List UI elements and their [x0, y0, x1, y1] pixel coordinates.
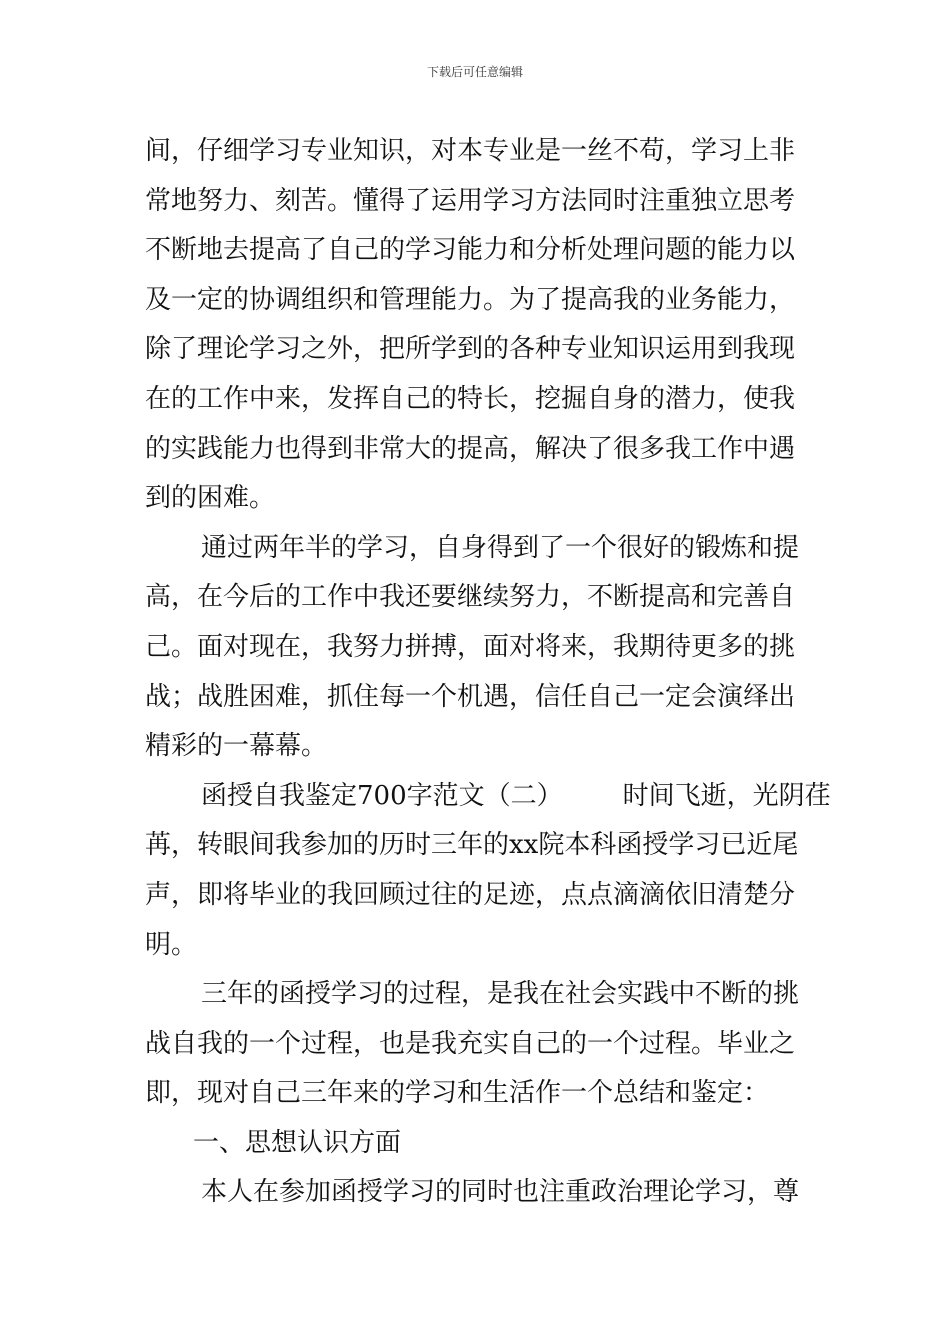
text-line: 在的工作中来，发挥自己的特长，挖掘自身的潜力，使我	[145, 383, 796, 414]
text-line: 及一定的协调组织和管理能力。为了提高我的业务能力，	[145, 284, 796, 315]
section-heading: 函授自我鉴定700字范文（二）	[201, 780, 563, 811]
text-segment: 时间飞逝，光阴荏	[622, 780, 831, 811]
page-header: 下载后可任意编辑	[426, 65, 523, 79]
text-line: 精彩的一幕幕。	[145, 731, 328, 762]
text-line: 的实践能力也得到非常大的提高，解决了很多我工作中遇	[145, 433, 796, 464]
text-line: 间，仔细学习专业知识，对本专业是一丝不苟，学习上非	[145, 136, 796, 166]
paragraph-start	[145, 772, 831, 822]
subsection-heading: 一、思想认识方面	[193, 1127, 402, 1158]
paragraph-start: 通过两年半的学习，自身得到了一个很好的锻炼和提	[201, 532, 800, 563]
text-line: 到的困难。	[145, 483, 276, 514]
text-line: 苒，转眼间我参加的历时三年的xx院本科函授学习已近尾	[145, 830, 799, 861]
text-line: 高，在今后的工作中我还要继续努力，不断提高和完善自	[145, 582, 796, 613]
text-line: 己。面对现在，我努力拼搏，面对将来，我期待更多的挑	[145, 631, 796, 662]
text-line: 除了理论学习之外，把所学到的各种专业知识运用到我现	[145, 334, 796, 365]
text-line: 声，即将毕业的我回顾过往的足迹，点点滴滴依旧清楚分	[145, 879, 796, 910]
text-line: 不断地去提高了自己的学习能力和分析处理问题的能力以	[145, 235, 796, 266]
text-line: 明。	[145, 929, 198, 960]
document-body	[145, 127, 831, 1218]
text-line: 战自我的一个过程，也是我充实自己的一个过程。毕业之	[145, 1028, 796, 1059]
text-line: 战；战胜困难，抓住每一个机遇，信任自己一定会演绎出	[145, 681, 796, 712]
paragraph-start: 三年的函授学习的过程，是我在社会实践中不断的挑	[201, 979, 800, 1010]
text-line: 即，现对自己三年来的学习和生活作一个总结和鉴定：	[145, 1078, 770, 1109]
text-line: 常地努力、刻苦。懂得了运用学习方法同时注重独立思考	[145, 185, 796, 216]
paragraph-start: 本人在参加函授学习的同时也注重政治理论学习，尊	[201, 1177, 800, 1208]
